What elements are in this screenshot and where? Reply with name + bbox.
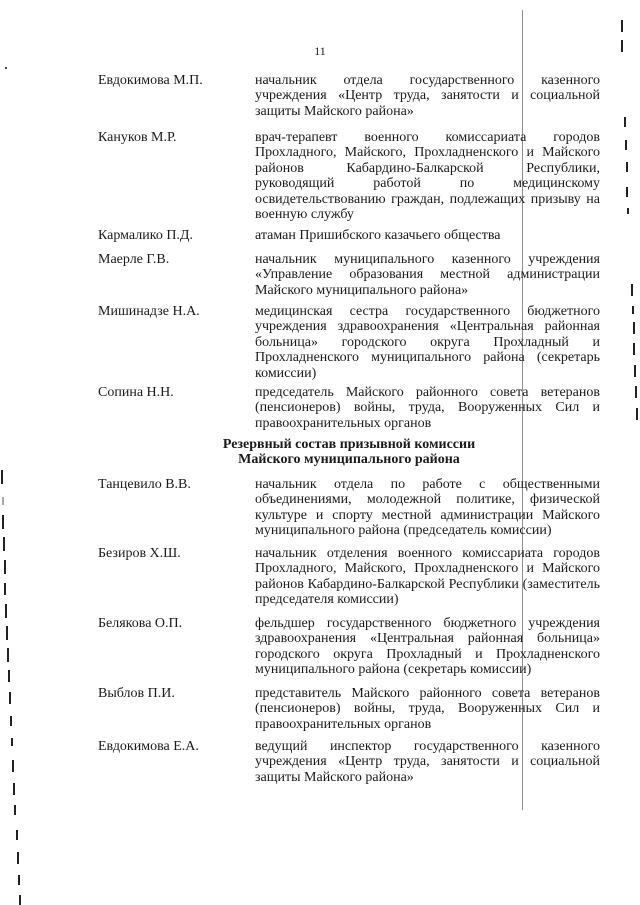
member-role: ведущий инспектор государственного казенного учреждения «Центр труда, занятости и социальной защиты Майского района»: [255, 739, 600, 785]
scan-artifact-dash: [625, 140, 627, 150]
scan-artifact-dash: [632, 306, 634, 314]
member-role: представитель Майского районного совета ветеранов (пенсионеров) войны, труда, Вооруженных Сил и правоохранительных органов: [255, 686, 600, 732]
scan-artifact-dash: [626, 187, 628, 197]
scan-artifact-dash: [621, 20, 623, 32]
reserve-member-entry: [98, 739, 600, 785]
scan-artifact-dash: [2, 497, 4, 505]
member-entry: [98, 385, 600, 431]
member-name: Безиров Х.Ш.: [98, 546, 181, 561]
member-entry: [98, 228, 600, 243]
scan-artifact-dash: [2, 515, 4, 529]
reserve-member-entry: [98, 616, 600, 678]
scan-artifact-dash: [16, 830, 18, 840]
member-name: Сопина Н.Н.: [98, 385, 174, 400]
member-role: фельдшер государственного бюджетного учреждения здравоохранения «Центральная районная больница» городского округа Прохладный и Прохладненского муниципального района (секретарь комиссии): [255, 616, 600, 678]
member-role: начальник отдела по работе с общественными объединениями, молодежной политике, физической культуре и спорту местной администрации Майского муниципального района (председатель комиссии): [255, 477, 600, 539]
member-name: Маерле Г.В.: [98, 252, 170, 267]
member-entry: [98, 130, 600, 222]
reserve-member-entry: [98, 546, 600, 608]
reserve-member-entry: [98, 477, 600, 539]
scan-artifact-dash: [631, 284, 633, 296]
member-entry: [98, 304, 600, 381]
scan-speck: [5, 67, 7, 69]
scan-artifact-dash: [3, 537, 5, 551]
scan-artifact-dash: [8, 670, 10, 682]
scan-artifact-dash: [11, 738, 13, 746]
member-name: Кануков М.Р.: [98, 130, 177, 145]
scan-artifact-dash: [627, 208, 629, 214]
scan-artifact-dash: [634, 365, 636, 377]
scan-artifact-dash: [7, 648, 9, 662]
scan-artifact-dash: [4, 560, 6, 574]
scan-artifact-dash: [626, 162, 628, 172]
scan-artifact-dash: [18, 875, 20, 885]
scan-artifact-dash: [19, 895, 21, 905]
member-name: Евдокимова Е.А.: [98, 739, 199, 754]
member-name: Выблов П.И.: [98, 686, 175, 701]
member-role: врач-терапевт военного комиссариата городов Прохладного, Майского, Прохладненского и Майского районов Кабардино-Балкарской Республики, руководящий работой по медицинскому освидетельствованию граждан, подлежащих призыву на военную службу: [255, 130, 600, 223]
reserve-member-entry: [98, 686, 600, 732]
scan-artifact-dash: [636, 408, 638, 420]
scan-artifact-dash: [9, 692, 11, 704]
member-entry: [98, 252, 600, 298]
scan-artifact-dash: [10, 716, 12, 726]
member-name: Белякова О.П.: [98, 616, 183, 631]
member-entry: [98, 73, 600, 119]
scan-artifact-dash: [624, 117, 626, 127]
reserve-section-heading: [98, 437, 600, 467]
scan-artifact-dash: [13, 783, 15, 795]
member-role: начальник муниципального казенного учреждения «Управление образования местной администрации Майского муниципального района»: [255, 252, 600, 298]
scan-artifact-dash: [1, 470, 3, 484]
scan-artifact-dash: [6, 626, 8, 640]
scan-artifact-dash: [633, 322, 635, 334]
page-number: 11: [314, 44, 326, 58]
member-role: медицинская сестра государственного бюджетного учреждения здравоохранения «Центральная районная больница» городского округа Прохладный и Прохладненского муниципального района (секретарь комиссии): [255, 304, 600, 381]
member-name: Танцевило В.В.: [98, 477, 191, 492]
member-name: Кармалико П.Д.: [98, 228, 193, 243]
member-name: Евдокимова М.П.: [98, 73, 203, 88]
member-role: атаман Пришибского казачьего общества: [255, 228, 501, 243]
member-role: начальник отделения военного комиссариата городов Прохладного, Майского, Прохладненского и Майского районов Кабардино-Балкарской Республики (заместитель председателя комиссии): [255, 546, 600, 608]
scan-artifact-dash: [17, 852, 19, 864]
reserve-heading-line-2: Майского муниципального района: [238, 452, 460, 467]
scan-artifact-dash: [12, 760, 14, 772]
member-name: Мишинадзе Н.А.: [98, 304, 200, 319]
scan-artifact-dash: [633, 343, 635, 355]
scan-artifact-dash: [5, 604, 7, 618]
scan-artifact-dash: [635, 386, 637, 398]
member-role: председатель Майского районного совета ветеранов (пенсионеров) войны, труда, Вооруженных Сил и правоохранительных органов: [255, 385, 600, 431]
scan-artifact-dash: [14, 805, 16, 815]
member-role: начальник отдела государственного казенного учреждения «Центр труда, занятости и социальной защиты Майского района»: [255, 73, 600, 119]
reserve-heading-line-1: Резервный состав призывной комиссии: [222, 437, 476, 452]
scan-artifact-dash: [4, 583, 6, 595]
